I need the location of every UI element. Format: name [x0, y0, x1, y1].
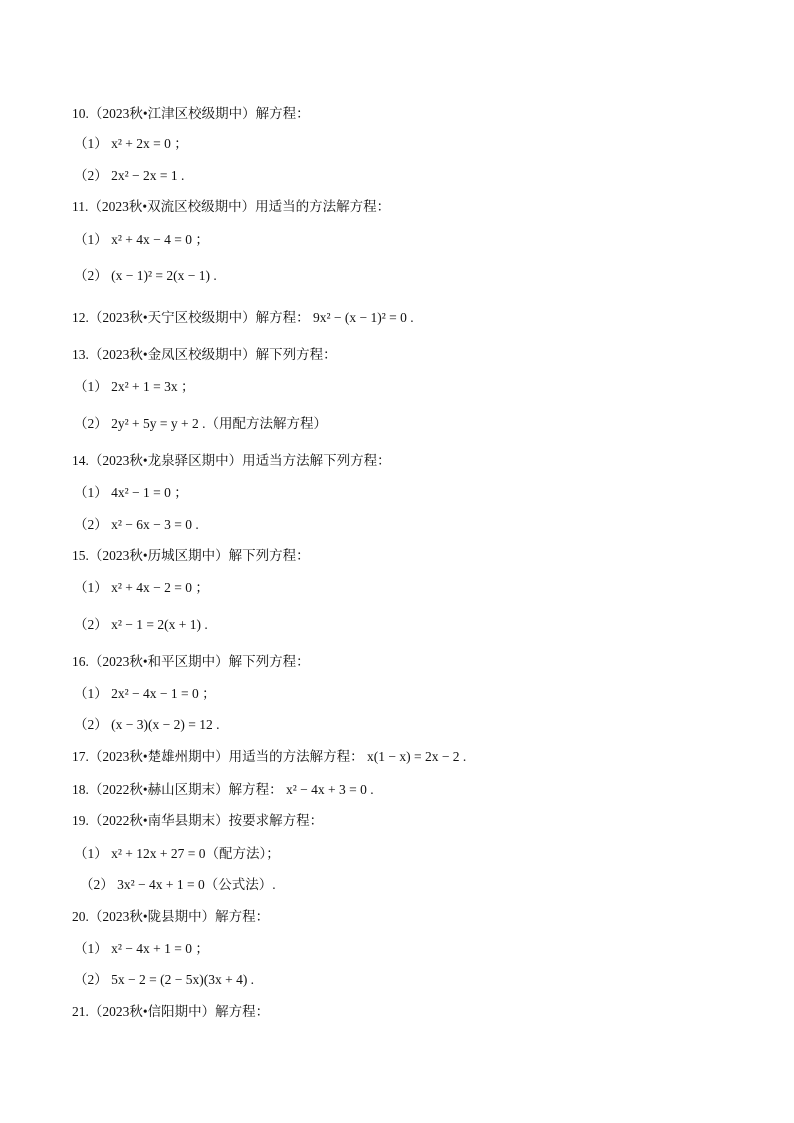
problem-p16: 16.（2023秋•和平区期中）解下列方程： — [72, 654, 310, 669]
sub-question-p16-1: （1） 2x² − 4x − 1 = 0 ； — [74, 686, 216, 701]
problem-p19: 19.（2022秋•南华县期末）按要求解方程： — [72, 813, 324, 828]
sub-question-p10-1: （1） x² + 2x = 0 ； — [74, 136, 188, 151]
sub-question-p19-1: （1） x² + 12x + 27 = 0（配方法）； — [74, 846, 280, 861]
sub-question-p13-2: （2） 2y² + 5y = y + 2 .（用配方法解方程） — [74, 416, 328, 431]
problem-p17: 17.（2023秋•楚雄州期中）用适当的方法解方程： x(1 − x) = 2x − 2 . — [72, 749, 467, 764]
problem-p21: 21.（2023秋•信阳期中）解方程： — [72, 1004, 270, 1019]
sub-question-p16-2: （2） (x − 3)(x − 2) = 12 . — [74, 717, 220, 732]
problem-p13: 13.（2023秋•金凤区校级期中）解下列方程： — [72, 347, 337, 362]
sub-question-p11-2: （2） (x − 1)² = 2(x − 1) . — [74, 268, 217, 283]
sub-question-p15-2: （2） x² − 1 = 2(x + 1) . — [74, 617, 208, 632]
problem-p14: 14.（2023秋•龙泉驿区期中）用适当方法解下列方程： — [72, 453, 391, 468]
sub-question-p15-1: （1） x² + 4x − 2 = 0 ； — [74, 580, 209, 595]
sub-question-p20-2: （2） 5x − 2 = (2 − 5x)(3x + 4) . — [74, 972, 255, 987]
problem-p20: 20.（2023秋•陇县期中）解方程： — [72, 909, 270, 924]
sub-question-p14-2: （2） x² − 6x − 3 = 0 . — [74, 517, 199, 532]
sub-question-p13-1: （1） 2x² + 1 = 3x ； — [74, 379, 195, 394]
problem-p12: 12.（2023秋•天宁区校级期中）解方程： 9x² − (x − 1)² = 0 . — [72, 310, 414, 325]
sub-question-p20-1: （1） x² − 4x + 1 = 0 ； — [74, 941, 209, 956]
sub-question-p10-2: （2） 2x² − 2x = 1 . — [74, 168, 185, 183]
problem-p18: 18.（2022秋•赫山区期末）解方程： x² − 4x + 3 = 0 . — [72, 782, 374, 797]
sub-question-p11-1: （1） x² + 4x − 4 = 0 ； — [74, 232, 209, 247]
problem-p10: 10.（2023秋•江津区校级期中）解方程： — [72, 106, 310, 121]
sub-question-p14-1: （1） 4x² − 1 = 0 ； — [74, 485, 188, 500]
problem-p15: 15.（2023秋•历城区期中）解下列方程： — [72, 548, 310, 563]
problem-p11: 11.（2023秋•双流区校级期中）用适当的方法解方程： — [72, 199, 391, 214]
sub-question-p19-2: （2） 3x² − 4x + 1 = 0（公式法）. — [80, 877, 276, 892]
